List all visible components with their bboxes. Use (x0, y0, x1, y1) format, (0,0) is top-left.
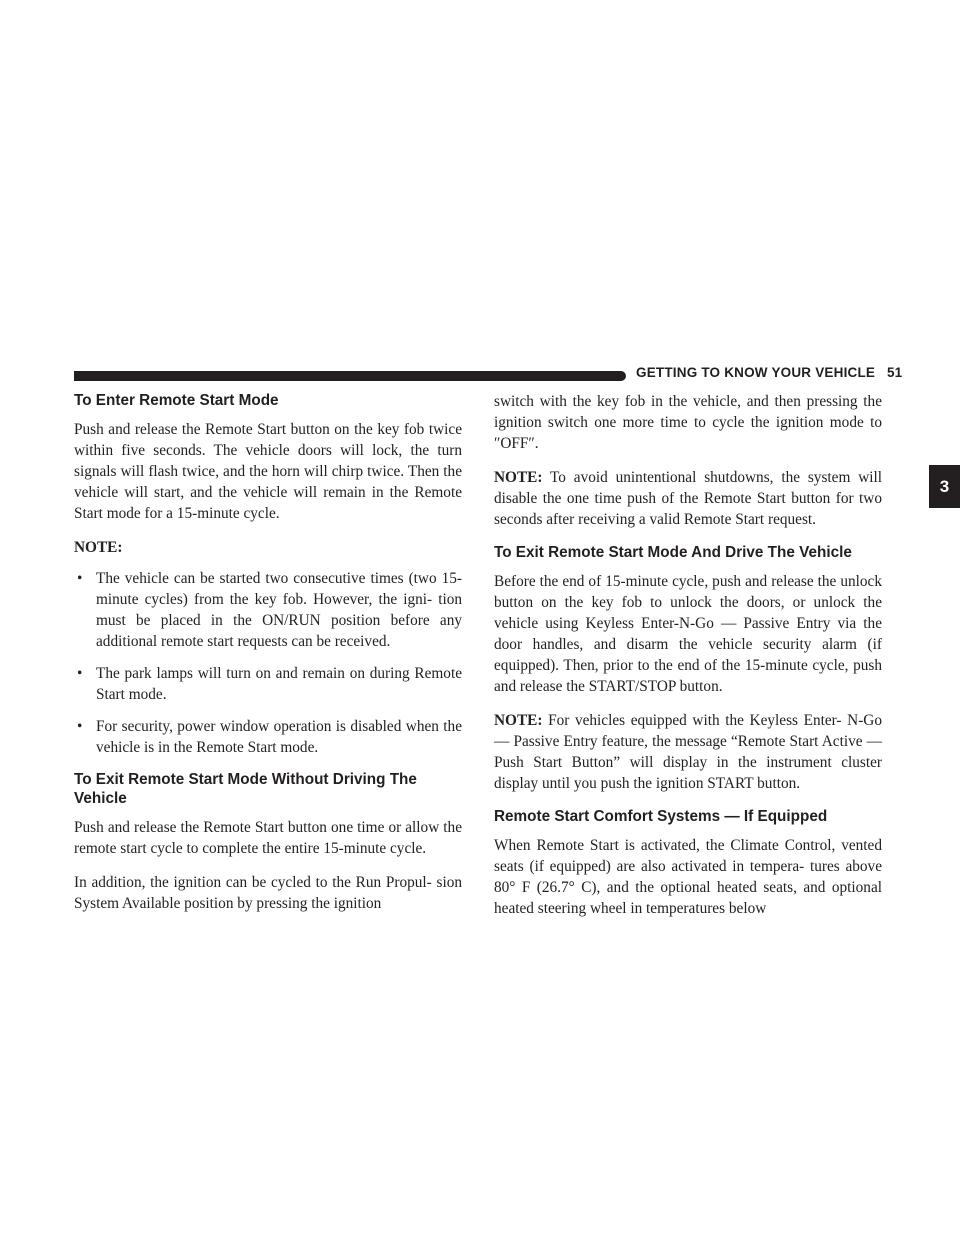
note-label (74, 537, 462, 558)
bullet-mark: • (77, 570, 83, 587)
bullet-text: The vehicle can be started two consecutive times (two 15-minute cycles) from the key fob. However, the igni- tion must be placed in the ON/RUN position before any additional remote start requests can be received. (96, 570, 462, 650)
bullet-mark: • (77, 665, 83, 682)
paragraph-exit-without-driving-1: Push and release the Remote Start button one time or allow the remote start cycle to complete the entire 15-minute cycle. (74, 819, 462, 857)
list-item (74, 663, 462, 705)
bullet-text: For security, power window operation is disabled when the vehicle is in the Remote Start mode. (96, 718, 462, 756)
section-heading-enter-remote-start: To Enter Remote Start Mode (74, 392, 279, 409)
note-keyless (494, 710, 882, 794)
paragraph-enter-remote-start: Push and release the Remote Start button on the key fob twice within five seconds. The vehicle doors will lock, the turn signals will flash twice, and the horn will chirp twice. Then the vehicle will start, and the vehicle will remain in the Remote Start mode for a 15-minute cycle. (74, 421, 462, 522)
paragraph-exit-and-drive: Before the end of 15-minute cycle, push and release the unlock button on the key fob to unlock the doors, or unlock the vehicle using Keyless Enter-N-Go — Passive Entry via the door handles, and disarm the vehicle security alarm (if equipped). Then, prior to the end of the 15-minute cycle, push and release the START/STOP button. (494, 573, 882, 695)
note-bullet-list (74, 568, 462, 758)
paragraph-comfort-systems: When Remote Start is activated, the Climate Control, vented seats (if equipped) are also activated in tempera- tures above 80° F (26.7° C), and the optional heated seats, and optional heated steering wheel in temperatures below (494, 837, 882, 917)
section-heading-exit-without-driving: To Exit Remote Start Mode Without Driving The Vehicle (74, 771, 417, 807)
note-label-text: NOTE: (494, 469, 543, 486)
right-column (494, 391, 882, 932)
note-text: For vehicles equipped with the Keyless Enter- N-Go — Passive Entry feature, the message “Remote Start Active — Push Start Button” will display in the instrument cluster display until you push the ignition START button. (494, 712, 882, 792)
bullet-mark: • (77, 718, 83, 735)
header-rule (74, 371, 626, 381)
section-heading-comfort-systems: Remote Start Comfort Systems — If Equipped (494, 808, 828, 825)
note-text: To avoid unintentional shutdowns, the system will disable the one time push of the Remote Start button for two seconds after receiving a valid Remote Start request. (494, 469, 882, 528)
note-label-text: NOTE: (494, 712, 543, 729)
list-item (74, 568, 462, 652)
note-shutdown (494, 467, 882, 530)
running-head: GETTING TO KNOW YOUR VEHICLE 51 (636, 365, 903, 380)
left-column (74, 391, 462, 927)
list-item (74, 716, 462, 758)
bullet-text: The park lamps will turn on and remain on during Remote Start mode. (96, 665, 462, 703)
note-label-text: NOTE: (74, 539, 123, 556)
chapter-tab: 3 (929, 465, 960, 508)
section-heading-exit-and-drive: To Exit Remote Start Mode And Drive The Vehicle (494, 544, 852, 561)
paragraph-continued: switch with the key fob in the vehicle, and then pressing the ignition switch one more time to cycle the ignition mode to ″OFF″. (494, 393, 882, 452)
paragraph-exit-without-driving-2: In addition, the ignition can be cycled to the Run Propul- sion System Available position by pressing the ignition (74, 874, 462, 912)
